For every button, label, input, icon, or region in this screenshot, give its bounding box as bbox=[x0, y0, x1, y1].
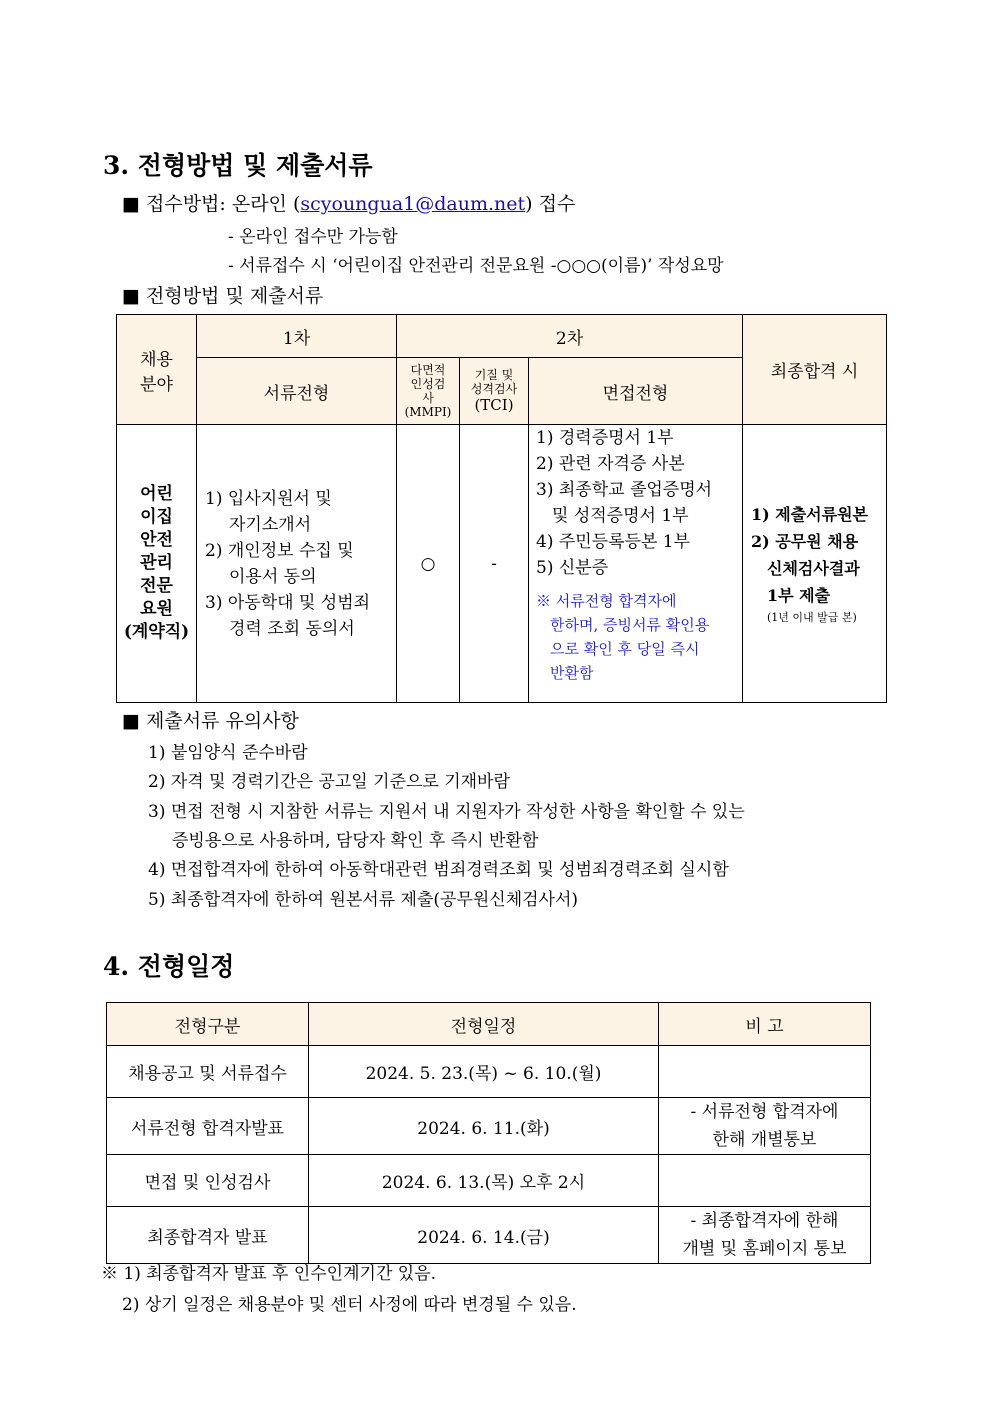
caution-4: 4) 면접합격자에 한하여 아동학대관련 범죄경력조회 및 성범죄경력조회 실시함 bbox=[148, 860, 729, 880]
schedule-note bbox=[659, 1155, 871, 1207]
footnote-2: 2) 상기 일정은 채용분야 및 센터 사정에 따라 변경될 수 있음. bbox=[122, 1295, 577, 1315]
interview-note: ※ 서류전형 합격자에 한하며, 증빙서류 확인용 으로 확인 후 당일 즉시 반환함 bbox=[536, 592, 710, 682]
email-link[interactable]: scyoungua1@daum.net bbox=[300, 193, 526, 215]
doc-screening-header: 서류전형 bbox=[197, 358, 397, 425]
schedule-stage: 면접 및 인성검사 bbox=[107, 1155, 309, 1207]
round1-header: 1차 bbox=[197, 315, 397, 358]
receipt-note-2: - 서류접수 시 ‘어린이집 안전관리 전문요원 -○○○(이름)’ 작성요망 bbox=[228, 256, 724, 276]
receipt-method bbox=[122, 189, 575, 216]
section4-title: 4. 전형일정 bbox=[103, 952, 235, 981]
caution-3-cont: 증빙용으로 사용하며, 담당자 확인 후 즉시 반환함 bbox=[172, 831, 539, 851]
schedule-row bbox=[107, 1098, 871, 1155]
schedule-note bbox=[659, 1046, 871, 1098]
footnote-1: ※ 1) 최종합격자 발표 후 인수인계기간 있음. bbox=[101, 1264, 437, 1284]
doc-list: 1) 입사지원서 및 자기소개서 2) 개인정보 수집 및 이용서 동의 3) 아동학대 및 성범죄 경력 조회 동의서 bbox=[197, 425, 397, 703]
schedule-header-date: 전형일정 bbox=[309, 1003, 659, 1046]
interview-header: 면접전형 bbox=[529, 358, 743, 425]
schedule-stage: 최종합격자 발표 bbox=[107, 1207, 309, 1264]
schedule-date: 2024. 6. 11.(화) bbox=[309, 1098, 659, 1155]
method-label: ■ 전형방법 및 제출서류 bbox=[122, 285, 324, 307]
caution-1: 1) 붙임양식 준수바람 bbox=[148, 743, 308, 763]
receipt-note-1: - 온라인 접수만 가능함 bbox=[228, 227, 398, 247]
schedule-table bbox=[106, 1002, 871, 1264]
schedule-date: 2024. 6. 14.(금) bbox=[309, 1207, 659, 1264]
round2-header: 2차 bbox=[397, 315, 743, 358]
method-table bbox=[116, 314, 887, 703]
schedule-date: 2024. 5. 23.(목) ~ 6. 10.(월) bbox=[309, 1046, 659, 1098]
schedule-stage: 채용공고 및 서류접수 bbox=[107, 1046, 309, 1098]
schedule-row bbox=[107, 1155, 871, 1207]
caution-3: 3) 면접 전형 시 지참한 서류는 지원서 내 지원자가 작성한 사항을 확인할 수 있는 bbox=[148, 802, 745, 822]
schedule-note: - 최종합격자에 한해 개별 및 홈페이지 통보 bbox=[659, 1207, 871, 1264]
tci-header: 기질 및 성격검사 (TCI) bbox=[460, 358, 529, 425]
mmpi-mark: ○ bbox=[397, 425, 460, 703]
interview-docs: 1) 경력증명서 1부 2) 관련 자격증 사본 3) 최종학교 졸업증명서 및 성적증명서 1부 4) 주민등록등본 1부 5) 신분증 ※ 서류전형 합격자에 한하며, 증빙서류 확인용 으로 확인 후 당일 즉시 반환함 bbox=[529, 425, 743, 703]
caution-2: 2) 자격 및 경력기간은 공고일 기준으로 기재바람 bbox=[148, 772, 510, 792]
caution-5: 5) 최종합격자에 한하여 원본서류 제출(공무원신체검사서) bbox=[148, 890, 579, 910]
final-note: (1년 이내 발급 본) bbox=[767, 610, 857, 624]
receipt-suffix: ) 접수 bbox=[525, 193, 576, 215]
mmpi-header: 다면적 인성검 사 (MMPI) bbox=[397, 358, 460, 425]
final-docs: 1) 제출서류원본 2) 공무원 채용 신체검사결과 1부 제출 (1년 이내 발급 본) bbox=[743, 425, 887, 703]
field-header: 채용 분야 bbox=[117, 315, 197, 425]
field-name: 어린 이집 안전 관리 전문 요원 (계약직) bbox=[117, 425, 197, 703]
schedule-row bbox=[107, 1046, 871, 1098]
schedule-stage: 서류전형 합격자발표 bbox=[107, 1098, 309, 1155]
schedule-header-note: 비 고 bbox=[659, 1003, 871, 1046]
tci-mark: - bbox=[460, 425, 529, 703]
schedule-row bbox=[107, 1207, 871, 1264]
schedule-note: - 서류전형 합격자에 한해 개별통보 bbox=[659, 1098, 871, 1155]
schedule-header-stage: 전형구분 bbox=[107, 1003, 309, 1046]
caution-label: ■ 제출서류 유의사항 bbox=[122, 710, 299, 732]
schedule-date: 2024. 6. 13.(목) 오후 2시 bbox=[309, 1155, 659, 1207]
final-header: 최종합격 시 bbox=[743, 315, 887, 425]
section3-title: 3. 전형방법 및 제출서류 bbox=[103, 151, 373, 180]
receipt-label: ■ 접수방법: 온라인 ( bbox=[122, 193, 301, 215]
